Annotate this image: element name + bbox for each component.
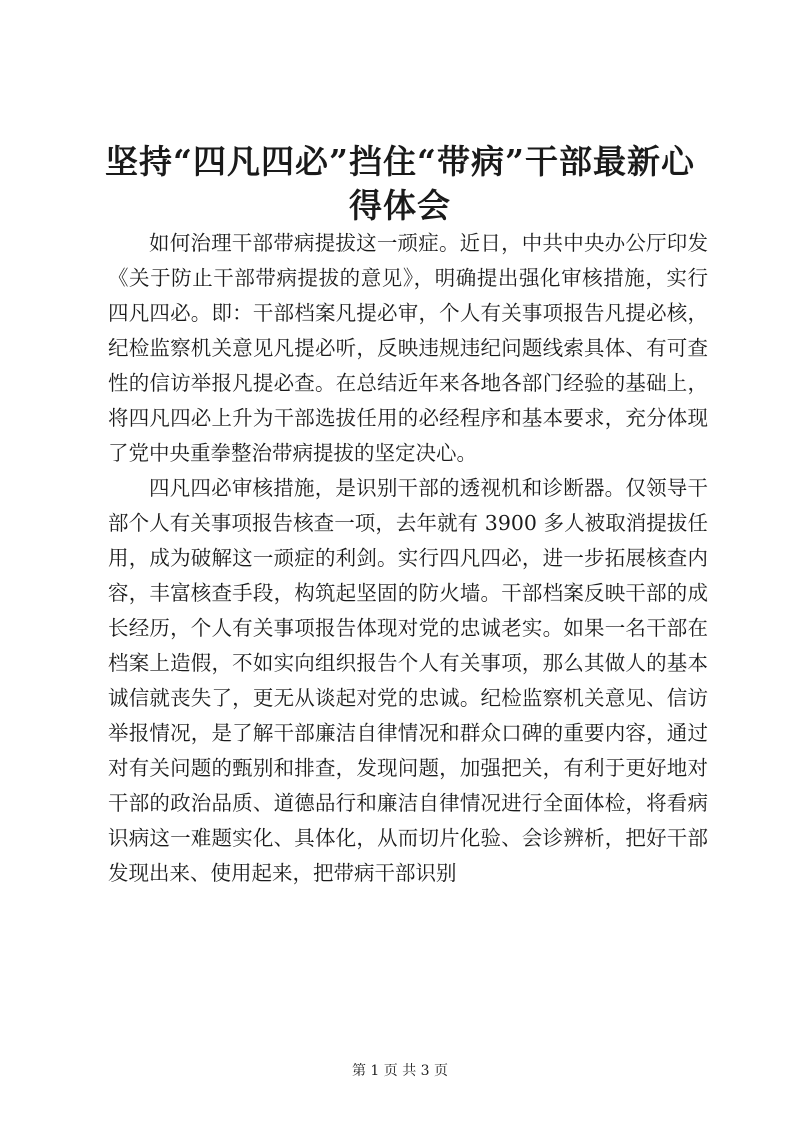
page-footer: 第 1 页 共 3 页 (351, 1063, 449, 1079)
paragraph-2: 四凡四必审核措施，是识别干部的透视机和诊断器。仅领导干部个人有关事项报告核查一项，去年就有 3900 多人被取消提拔任用，成为破解这一顽症的利剑。实行四凡四必，进一步拓展核查内容，丰富核查手段，构筑起坚固的防火墙。干部档案反映干部的成长经历，个人有关事项报告体现对党的忠诚老实。如果一名干部在档案上造假，不如实向组织报告个人有关事项，那么其做人的基本诚信就丧失了，更无从谈起对党的忠诚。纪检监察机关意见、信访举报情况，是了解干部廉洁自律情况和群众口碑的重要内容，通过对有关问题的甄别和排查，发现问题，加强把关，有利于更好地对干部的政治品质、道德品行和廉洁自律情况进行全面体检，将看病识病这一难题实化、具体化，从而切片化验、会诊辨析，把好干部发现出来、使用起来，把带病干部识别 (108, 476, 708, 885)
document-title: 坚持“四凡四必”挡住“带病”干部最新心得体会 (105, 142, 695, 225)
document-body (108, 226, 708, 891)
paragraph-1: 如何治理干部带病提拔这一顽症。近日，中共中央办公厅印发《关于防止干部带病提拔的意见》，明确提出强化审核措施，实行四凡四必。即：干部档案凡提必审，个人有关事项报告凡提必核，纪检监察机关意见凡提必听，反映违规违纪问题线索具体、有可查性的信访举报凡提必查。在总结近年来各地各部门经验的基础上，将四凡四必上升为干部选拔任用的必经程序和基本要求，充分体现了党中央重拳整治带病提拔的坚定决心。 (108, 231, 708, 465)
